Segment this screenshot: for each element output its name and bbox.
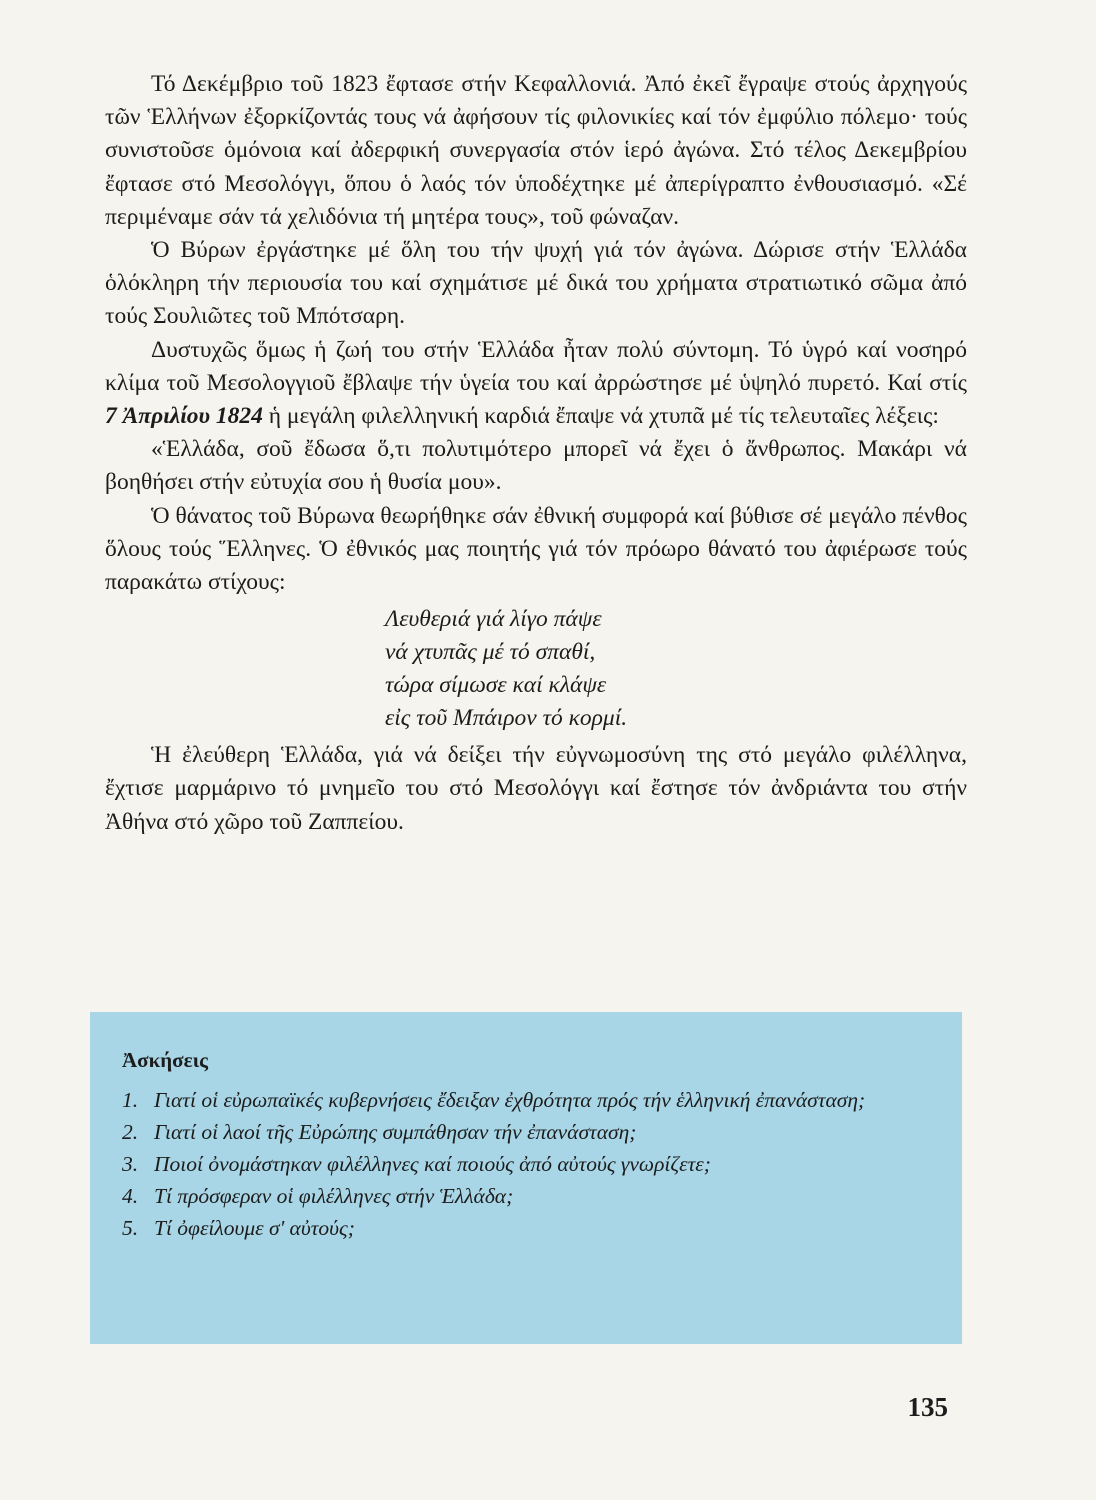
exercise-question: Τί ὀφείλουμε σ' αὐτούς;	[154, 1216, 355, 1240]
exercise-question: Ποιοί ὀνομάστηκαν φιλέλληνες καί ποιούς ἀπό αὐτούς γνωρίζετε;	[154, 1152, 711, 1176]
closing-paragraph: Ἡ ἐλεύθερη Ἑλλάδα, γιά νά δείξει τήν εὐγνωμοσύνη της στό μεγάλο φιλέλληνα, ἔχτισε μαρμάρινο τό μνημεῖο του στό Μεσολόγγι καί ἔστησε τόν ἀνδριάντα του στήν Ἀθήνα στό χῶρο τοῦ Ζαππείου.	[105, 742, 967, 835]
exercise-item	[122, 1213, 942, 1243]
exercises-list	[122, 1085, 942, 1243]
poem-line: εἰς τοῦ Μπάιρον τό κορμί.	[385, 705, 628, 732]
last-words-quote: «Ἑλλάδα, σοῦ ἔδωσα ὅ,τι πολυτιμότερο μπορεῖ νά ἔχει ὁ ἄνθρωπος. Μακάρι νά βοηθήσει στήν εὐτυχία σου ἡ θυσία μου».	[105, 436, 967, 496]
poem	[385, 603, 967, 735]
paragraph-1: Τό Δεκέμβριο τοῦ 1823 ἔφτασε στήν Κεφαλλονιά. Ἀπό ἐκεῖ ἔγραψε στούς ἀρχηγούς τῶν Ἑλλήνων ἐξορκίζοντάς τους νά ἀφήσουν τίς φιλονικίες καί τόν ἐμφύλιο πόλεμο· τούς συνιστοῦσε ὁμόνοια καί ἀδερφική συνεργασία στόν ἱερό ἀγώνα. Στό τέλος Δεκεμβρίου ἔφτασε στό Μεσολόγγι, ὅπου ὁ λαός τόν ὑποδέχτηκε μέ ἀπερίγραπτο ἐνθουσιασμό. «Σέ περιμέναμε σάν τά χελιδόνια τή μητέρα τους», τοῦ φώναζαν.	[105, 71, 967, 230]
paragraph-3	[105, 334, 967, 434]
paragraph-2: Ὁ Βύρων ἐργάστηκε μέ ὅλη του τήν ψυχή γιά τόν ἀγώνα. Δώρισε στήν Ἑλλάδα ὁλόκληρη τήν περιουσία του καί σχημάτισε μέ δικά του χρήματα στρατιωτικό σῶμα ἀπό τούς Σουλιῶτες τοῦ Μπότσαρη.	[105, 237, 967, 330]
paragraph-3-start: Δυστυχῶς ὅμως ἡ ζωή του στήν Ἑλλάδα ἦταν πολύ σύντομη. Τό ὑγρό καί νοσηρό κλίμα τοῦ Μεσολογγιοῦ ἔβλαψε τήν ὑγεία του καί ἀρρώστησε μέ ὑψηλό πυρετό. Καί στίς	[105, 336, 967, 396]
exercise-number: 3.	[122, 1152, 139, 1176]
page-number: 135	[907, 1392, 948, 1422]
exercise-question: Τί πρόσφεραν οἱ φιλέλληνες στήν Ἑλλάδα;	[154, 1184, 514, 1208]
exercise-question: Γιατί οἱ εὐρωπαϊκές κυβερνήσεις ἔδειξαν ἐχθρότητα πρός τήν ἑλληνική ἐπανάσταση;	[154, 1088, 866, 1112]
exercise-item	[122, 1085, 942, 1115]
death-date: 7 Ἀπριλίου 1824	[105, 403, 263, 430]
exercise-number: 4.	[122, 1184, 139, 1208]
main-text	[105, 68, 967, 839]
exercise-item	[122, 1181, 942, 1211]
exercise-number: 2.	[122, 1120, 139, 1144]
exercise-number: 1.	[122, 1088, 139, 1112]
paragraph-4: Ὁ θάνατος τοῦ Βύρωνα θεωρήθηκε σάν ἐθνική συμφορά καί βύθισε σέ μεγάλο πένθος ὅλους τούς Ἕλληνες. Ὁ ἐθνικός μας ποιητής γιά τόν πρόωρο θάνατό του ἀφιέρωσε τούς παρακάτω στίχους:	[105, 502, 967, 596]
poem-line: νά χτυπᾶς μέ τό σπαθί,	[385, 639, 596, 666]
exercises-title: Ἀσκήσεις	[122, 1048, 208, 1072]
paragraph-3-end: ἡ μεγάλη φιλελληνική καρδιά ἔπαψε νά χτυπᾶ μέ τίς τελευταῖες λέξεις:	[262, 403, 939, 430]
exercise-number: 5.	[122, 1216, 139, 1240]
poem-line: τώρα σίμωσε καί κλάψε	[385, 672, 607, 699]
exercise-item	[122, 1149, 942, 1179]
poem-line: Λευθεριά γιά λίγο πάψε	[385, 606, 602, 633]
exercise-question: Γιατί οἱ λαοί τῆς Εὐρώπης συμπάθησαν τήν ἐπανάσταση;	[154, 1120, 637, 1144]
exercise-item	[122, 1117, 942, 1147]
exercises-box	[90, 1012, 962, 1344]
